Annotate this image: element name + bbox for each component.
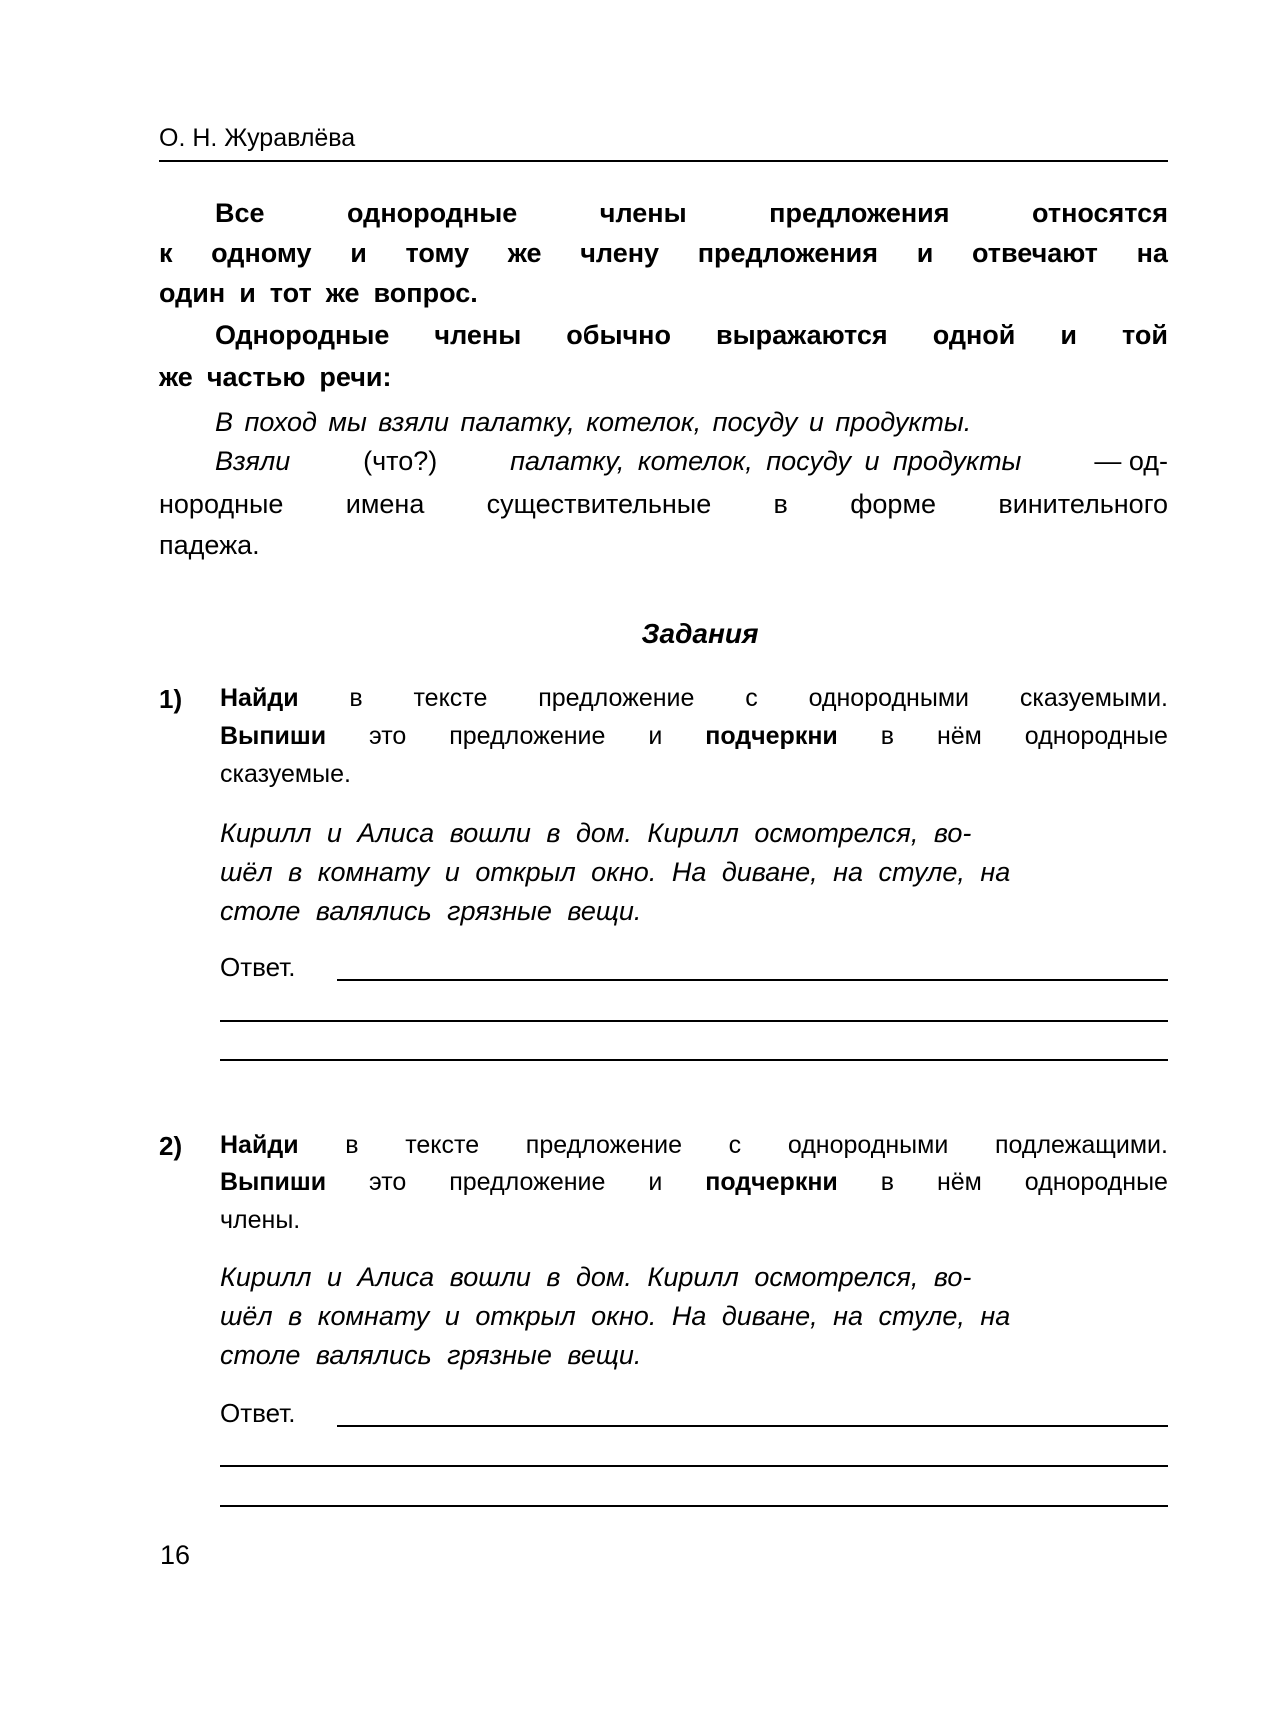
- word: тексте: [405, 1131, 480, 1159]
- word: члены: [434, 320, 522, 350]
- word: члены: [599, 198, 687, 228]
- word: же: [159, 362, 193, 392]
- word: же: [325, 278, 360, 308]
- rule-line-5: [159, 362, 1168, 393]
- word: выражаются: [716, 320, 888, 350]
- task-text-line-2: шёл в комнату и открыл окно. На диване, на стуле, на: [220, 857, 1011, 887]
- rule-line-2: [159, 238, 1168, 269]
- word: падежа.: [159, 530, 260, 560]
- word: и: [648, 1168, 663, 1196]
- word: в: [345, 1131, 359, 1159]
- word: Все: [215, 198, 265, 228]
- word: предложение: [449, 1168, 606, 1196]
- example-line-3: [159, 489, 1168, 520]
- rule-line-3: [159, 278, 1168, 309]
- word: это: [369, 722, 407, 750]
- word: вопрос.: [373, 278, 478, 308]
- word: с: [728, 1131, 742, 1159]
- task-text-line-3: столе валялись грязные вещи.: [220, 1340, 642, 1370]
- task-instruction-line-2: [220, 1168, 1168, 1197]
- page-number: 16: [160, 1540, 191, 1570]
- word: сказуемые.: [220, 760, 351, 788]
- rule-line-1: [159, 198, 1168, 229]
- word: винительного: [998, 489, 1168, 519]
- answer-line-2[interactable]: [220, 1020, 1168, 1022]
- section-heading: Задания: [641, 618, 759, 649]
- answer-line-2[interactable]: [220, 1465, 1168, 1467]
- example-line-2: [159, 446, 1168, 477]
- answer-line-1[interactable]: [337, 979, 1168, 981]
- task-instruction-line-3: [220, 1206, 1168, 1235]
- phrase: палатку, котелок, посуду и продукты: [510, 446, 1022, 476]
- word: тексте: [413, 684, 488, 712]
- word: и: [239, 278, 256, 308]
- word: Выпиши: [220, 722, 327, 750]
- word: один: [159, 278, 226, 308]
- word: в: [880, 722, 895, 750]
- word: к: [159, 238, 173, 268]
- word: Однородные: [215, 320, 390, 350]
- task-text-line-3: столе валялись грязные вещи.: [220, 896, 642, 926]
- word: частью: [206, 362, 306, 392]
- word: предложение: [449, 722, 606, 750]
- word: нём: [936, 1168, 982, 1196]
- word: речи:: [319, 362, 392, 392]
- word: одной: [932, 320, 1016, 350]
- word: это: [369, 1168, 407, 1196]
- answer-line-3[interactable]: [220, 1505, 1168, 1507]
- word: одному: [211, 238, 312, 268]
- word: подлежащими.: [994, 1131, 1168, 1159]
- word: сказуемыми.: [1019, 684, 1168, 712]
- word: подчеркни: [705, 722, 838, 750]
- word: — од-: [1094, 446, 1168, 476]
- answer-line-1[interactable]: [337, 1425, 1168, 1427]
- task-instruction-line-3: [220, 760, 1168, 789]
- word: и: [350, 238, 367, 268]
- task-text-line-2: шёл в комнату и открыл окно. На диване, на стуле, на: [220, 1301, 1011, 1331]
- word: члены.: [220, 1206, 301, 1234]
- word: предложение: [525, 1131, 682, 1159]
- word: однородными: [787, 1131, 949, 1159]
- word: же: [507, 238, 542, 268]
- task-instruction-line-2: [220, 722, 1168, 751]
- task-instruction-line-1: [220, 684, 1168, 713]
- word: предложение: [538, 684, 695, 712]
- task-number: 1): [159, 684, 183, 714]
- rule-line-4: [159, 320, 1168, 351]
- word: существительные: [486, 489, 712, 519]
- word: нородные: [159, 489, 284, 519]
- word: обычно: [566, 320, 671, 350]
- answer-label: Ответ.: [220, 1398, 296, 1428]
- word: отвечают: [971, 238, 1098, 268]
- answer-line-3[interactable]: [220, 1059, 1168, 1061]
- header-rule: [159, 160, 1168, 162]
- word: однородные: [1024, 722, 1168, 750]
- word: однородные: [347, 198, 518, 228]
- word: Взяли: [215, 446, 291, 476]
- word: Найди: [220, 1131, 299, 1159]
- word: относятся: [1032, 198, 1168, 228]
- word: Найди: [220, 684, 299, 712]
- word: однородными: [808, 684, 969, 712]
- running-header-author: О. Н. Журавлёва: [159, 124, 356, 152]
- word: предложения: [769, 198, 950, 228]
- word: (что?): [363, 446, 438, 476]
- word: тот: [269, 278, 312, 308]
- word: однородные: [1024, 1168, 1168, 1196]
- word: члену: [580, 238, 660, 268]
- word: и: [916, 238, 934, 268]
- word: подчеркни: [705, 1168, 838, 1196]
- word: тому: [405, 238, 470, 268]
- word: той: [1121, 320, 1168, 350]
- answer-label: Ответ.: [220, 952, 296, 982]
- word: нём: [936, 722, 982, 750]
- example-line-4: [159, 530, 1168, 561]
- word: форме: [850, 489, 937, 519]
- word: имена: [345, 489, 425, 519]
- word: и: [1060, 320, 1077, 350]
- word: Выпиши: [220, 1168, 327, 1196]
- word: предложения: [697, 238, 879, 268]
- word: с: [745, 684, 758, 712]
- task-text-line-1: Кирилл и Алиса вошли в дом. Кирилл осмотрелся, во-: [220, 1262, 972, 1292]
- word: в: [349, 684, 363, 712]
- example-sentence: В поход мы взяли палатку, котелок, посуду и продукты.: [215, 407, 972, 437]
- word: на: [1136, 238, 1168, 268]
- task-instruction-line-1: [220, 1131, 1168, 1160]
- word: в: [773, 489, 788, 519]
- word: и: [648, 722, 663, 750]
- task-number: 2): [159, 1131, 183, 1161]
- example-line-1: [159, 407, 1168, 438]
- task-text-line-1: Кирилл и Алиса вошли в дом. Кирилл осмотрелся, во-: [220, 818, 972, 848]
- word: в: [880, 1168, 895, 1196]
